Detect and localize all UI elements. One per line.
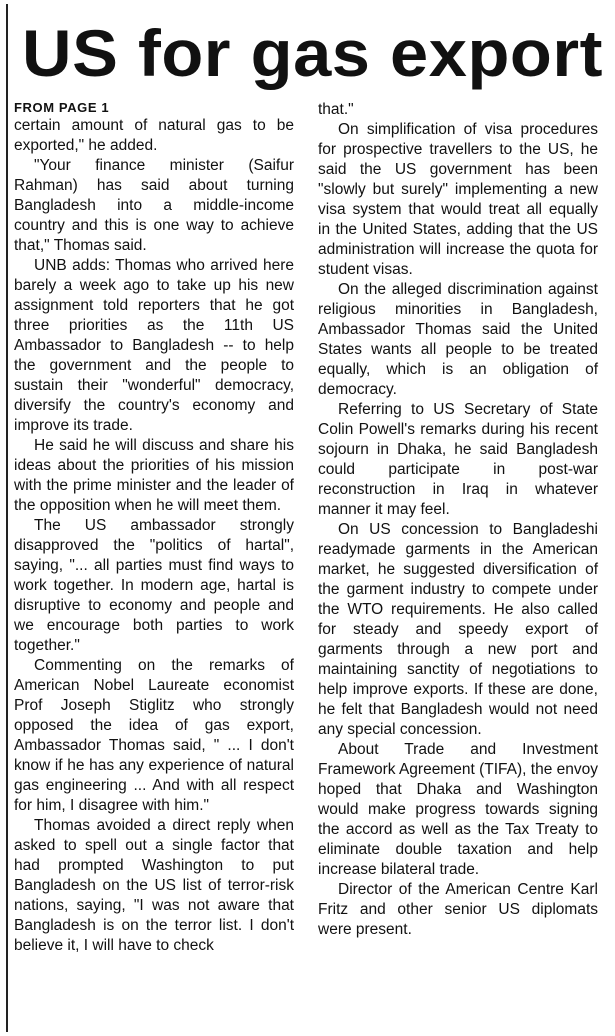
- paragraph: The US ambassador strongly disapproved the "politics of hartal", saying, "... all parties must find ways to work together. In modern age, hartal is disruptive to economy and people and we encourage both parties to work together.": [14, 517, 294, 654]
- paragraph: On simplification of visa procedures for prospective travellers to the US, he said the US government has been "slowly but surely" implementing a new visa system that would treat all equally in the United States, adding that the US administration will increase the quota for student visas.: [318, 121, 598, 278]
- paragraph: Referring to US Secretary of State Colin Powell's remarks during his recent sojourn in Dhaka, he said Bangladesh could participate in post-war reconstruction in Iraq in whatever manner it may feel.: [318, 401, 598, 518]
- left-column: [14, 100, 294, 956]
- right-column: [318, 100, 598, 956]
- paragraph: Director of the American Centre Karl Fritz and other senior US diplomats were present.: [318, 881, 598, 938]
- paragraph: UNB adds: Thomas who arrived here barely a week ago to take up his new assignment told reporters that he got three priorities as the 11th US Ambassador to Bangladesh -- to help the government and the people to sustain their "wonderful" democracy, diversify the country's economy and improve its trade.: [14, 257, 294, 434]
- article-body: [14, 100, 598, 956]
- paragraph: Thomas avoided a direct reply when asked to spell out a single factor that had prompted Washington to put Bangladesh on the US list of terror-risk nations, saying, "I was not aware that Bangladesh is on the terror list. I don't believe it, I will have to check: [14, 817, 294, 954]
- paragraph: "Your finance minister (Saifur Rahman) has said about turning Bangladesh into a middle-income country and this is one way to achieve that," Thomas said.: [14, 157, 294, 254]
- paragraph: About Trade and Investment Framework Agreement (TIFA), the envoy hoped that Dhaka and Washington would make progress towards signing the accord as well as the Tax Treaty to eliminate double taxation and help increase bilateral trade.: [318, 741, 598, 878]
- paragraph: certain amount of natural gas to be exported," he added.: [14, 117, 294, 154]
- headline: US for gas export: [22, 16, 603, 90]
- jump-label: FROM PAGE 1: [14, 100, 110, 115]
- paragraph: On US concession to Bangladeshi readymade garments in the American market, he suggested diversification of the garment industry to compete under the WTO requirements. He also called for steady and speedy export of garments through a new port and maintaining sanctity of negotiations to help improve exports. If these are done, he felt that Bangladesh would not need any special concession.: [318, 521, 598, 738]
- paragraph: that.": [318, 101, 354, 118]
- paragraph: On the alleged discrimination against religious minorities in Bangladesh, Ambassador Thomas said the United States wants all people to be treated equally, which is an obligation of democracy.: [318, 281, 598, 398]
- paragraph: Commenting on the remarks of American Nobel Laureate economist Prof Joseph Stiglitz who strongly opposed the idea of gas export, Ambassador Thomas said, " ... I don't know if he has any experience of natural gas engineering ... And with all respect for him, I disagree with him.": [14, 657, 294, 814]
- paragraph: He said he will discuss and share his ideas about the priorities of his mission with the prime minister and the leader of the opposition when he will meet them.: [14, 437, 294, 514]
